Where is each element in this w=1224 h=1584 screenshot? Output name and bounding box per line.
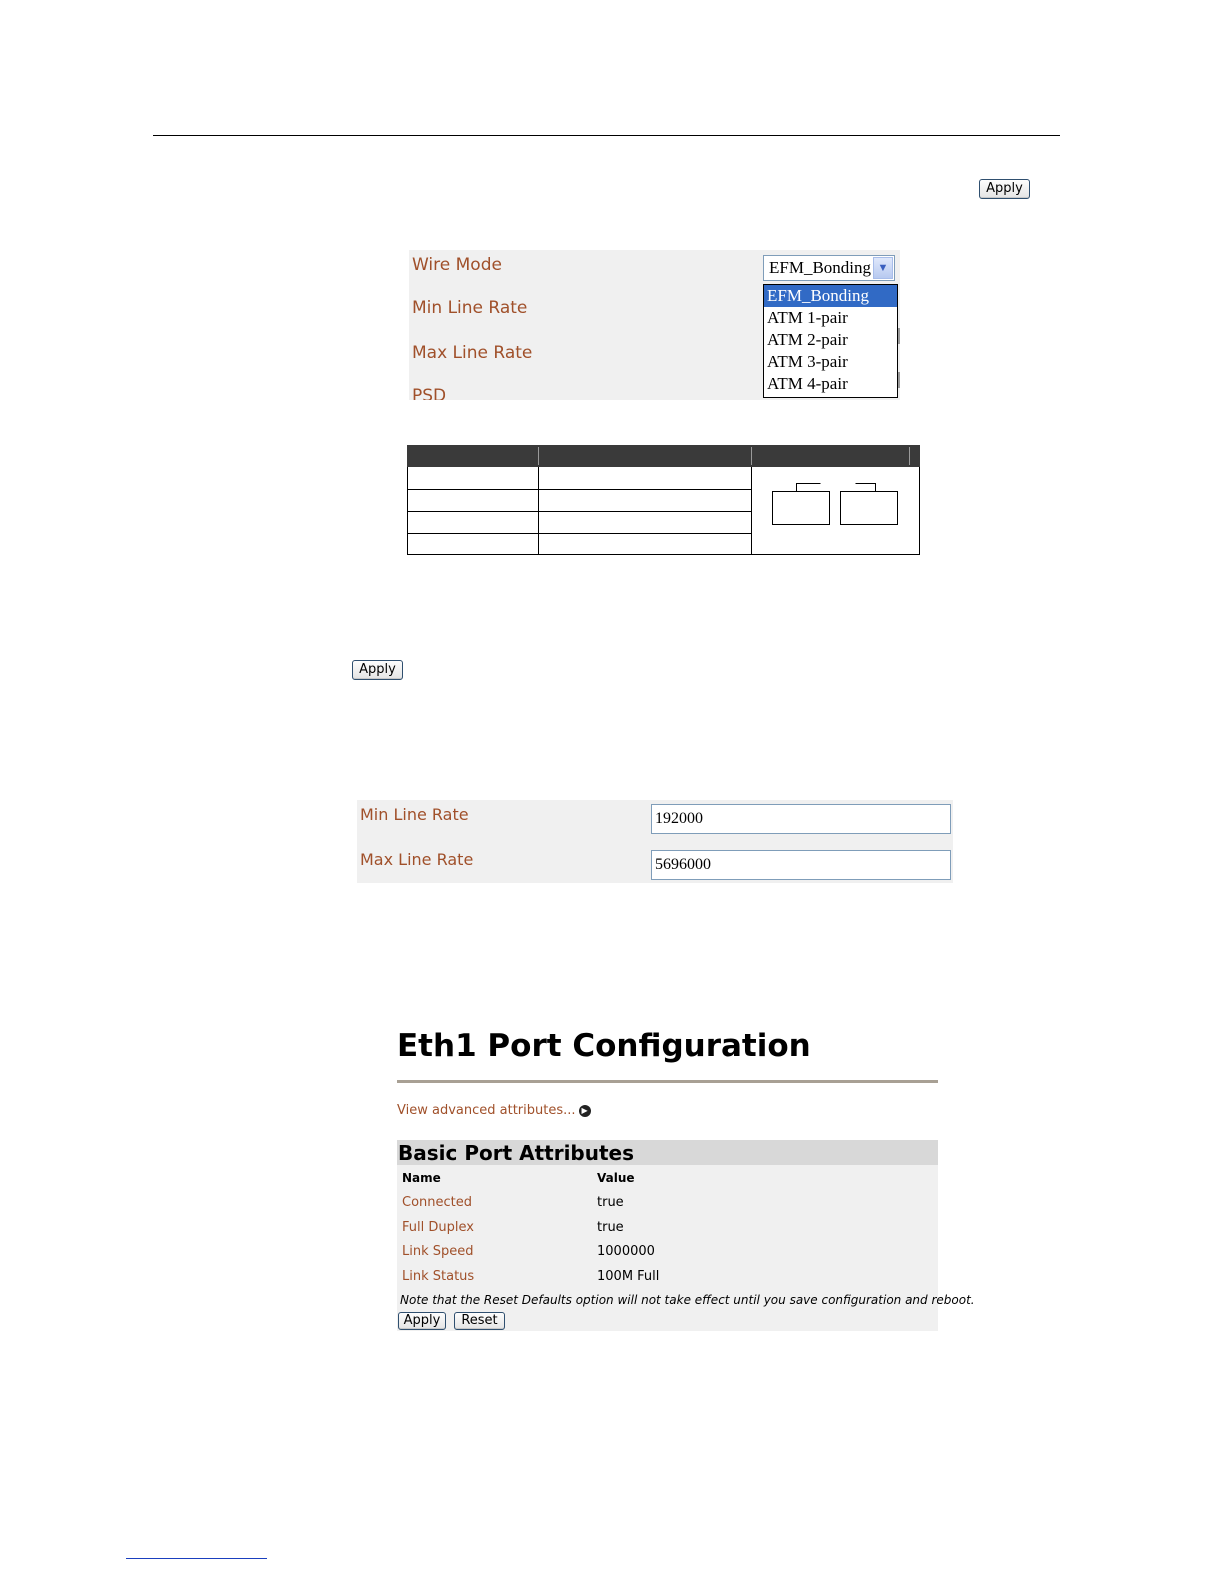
- min-line-rate-label: Min Line Rate: [412, 298, 528, 318]
- attr-name: Link Speed: [402, 1244, 474, 1259]
- column-header-value: Value: [597, 1171, 635, 1185]
- column-header-name: Name: [402, 1171, 441, 1185]
- wire-mode-select-value: EFM_Bonding: [769, 258, 872, 277]
- wire-mode-label: Wire Mode: [412, 255, 502, 275]
- rj-connector-icon: [767, 480, 907, 530]
- section-title: Basic Port Attributes: [397, 1140, 938, 1165]
- min-line-rate-input[interactable]: [651, 804, 951, 834]
- min-line-rate-label: Min Line Rate: [360, 805, 469, 824]
- dropdown-option[interactable]: ATM 1-pair: [767, 308, 848, 327]
- dropdown-option[interactable]: ATM 2-pair: [767, 330, 848, 349]
- attr-name: Connected: [402, 1195, 473, 1210]
- top-apply-button[interactable]: Apply: [979, 179, 1030, 199]
- reset-button[interactable]: Reset: [454, 1312, 505, 1330]
- wire-mode-dropdown-list: [763, 284, 898, 398]
- attr-value: true: [597, 1220, 624, 1235]
- mid-apply-button[interactable]: Apply: [352, 660, 403, 680]
- attr-name: Full Duplex: [402, 1220, 474, 1235]
- dropdown-option[interactable]: ATM 3-pair: [767, 352, 848, 371]
- page-title: Eth1 Port Configuration: [397, 1028, 811, 1064]
- line-rate-panel: [357, 800, 953, 883]
- advanced-attributes-link[interactable]: [397, 1103, 591, 1118]
- attr-name: Link Status: [402, 1269, 475, 1284]
- reset-note: Note that the Reset Defaults option will not take effect until you save configuration and reboot.: [400, 1293, 975, 1307]
- arrow-right-icon: ▶: [579, 1105, 591, 1117]
- footer-link-underline: [126, 1558, 267, 1559]
- attr-value: 100M Full: [597, 1269, 660, 1284]
- chevron-down-icon[interactable]: ▼: [873, 257, 893, 279]
- dropdown-option[interactable]: ATM 4-pair: [767, 374, 848, 393]
- advanced-attributes-label: View advanced attributes...: [397, 1103, 576, 1118]
- max-line-rate-label: Max Line Rate: [360, 850, 474, 869]
- hidden-field-edge: [898, 328, 900, 344]
- psd-label: PSD: [412, 386, 447, 400]
- title-rule: [397, 1080, 938, 1083]
- hidden-field-edge: [898, 372, 900, 388]
- header-rule: [153, 135, 1060, 136]
- basic-port-attributes-panel: [397, 1140, 975, 1331]
- dropdown-option[interactable]: EFM_Bonding: [764, 285, 897, 307]
- attr-value: 1000000: [597, 1244, 655, 1259]
- apply-button[interactable]: Apply: [398, 1312, 446, 1330]
- attr-value: true: [597, 1195, 624, 1210]
- wire-mode-panel: [409, 250, 900, 400]
- wire-mode-select[interactable]: [763, 255, 895, 281]
- max-line-rate-input[interactable]: [651, 850, 951, 880]
- max-line-rate-label: Max Line Rate: [412, 343, 533, 363]
- connector-table: [407, 445, 920, 555]
- table-header: [407, 445, 920, 467]
